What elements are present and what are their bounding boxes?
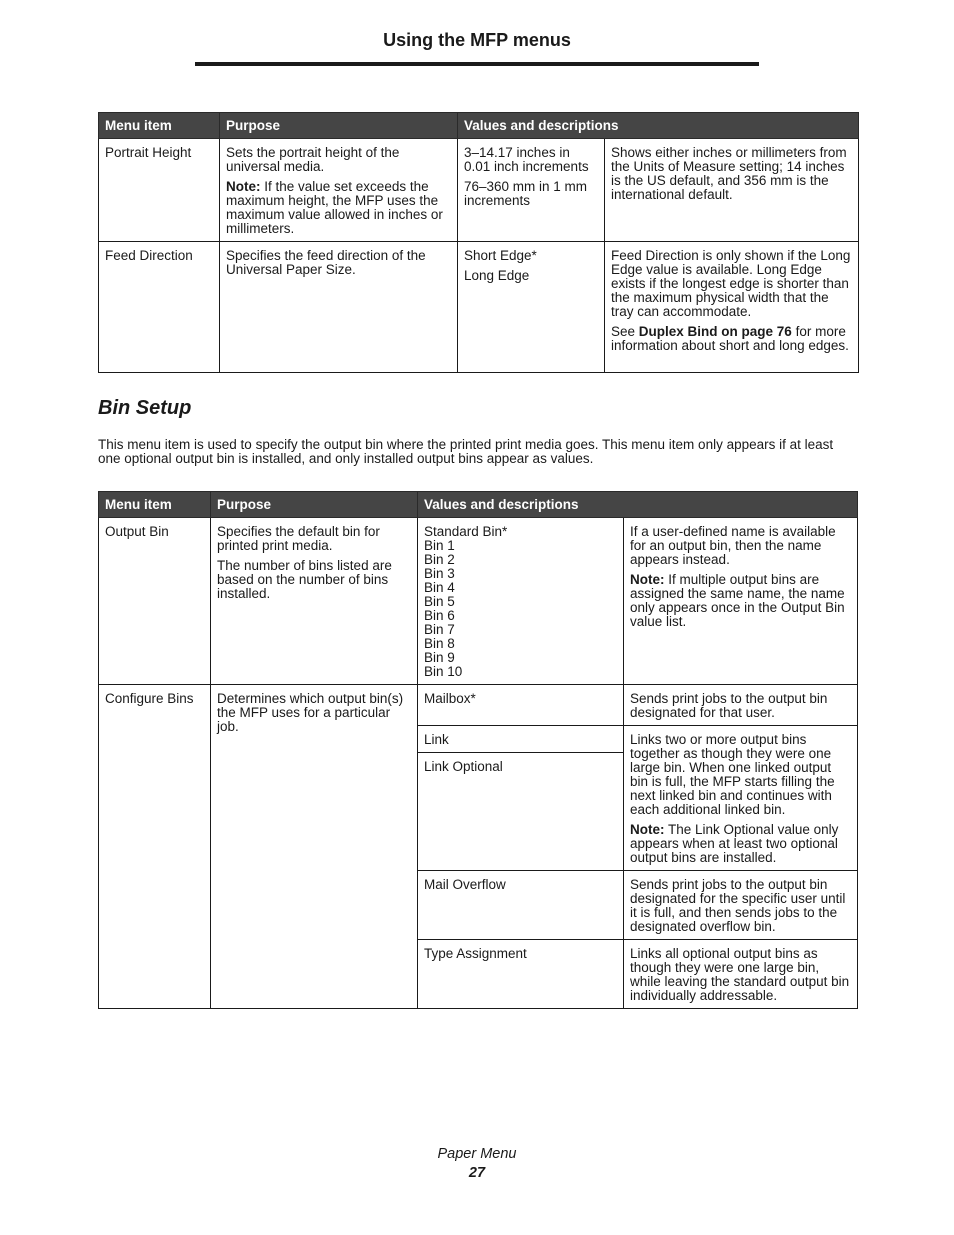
value-item: Bin 3 [424,566,455,581]
note-text: The Link Optional value only appears when at least two optional output bins are installed. [630,822,839,865]
menu-item-cell: Portrait Height [99,139,220,242]
value-item: Bin 6 [424,608,455,623]
value-cell: Mailbox* [418,685,624,726]
description-text: If a user-defined name is available for an output bin, then the name appears instead. [630,524,836,567]
purpose-cell: Specifies the feed direction of the Universal Paper Size. [220,242,458,373]
value-item: Bin 5 [424,594,455,609]
purpose-cell [211,518,418,685]
purpose-note [226,180,451,236]
description-cell [624,518,858,685]
value-list-cell [418,518,624,685]
value-cell [458,139,605,242]
value-cell: Link Optional [418,753,624,871]
table-row [99,242,859,373]
column-header-menu-item: Menu item [99,492,211,518]
value-item: Bin 2 [424,552,455,567]
note-text: If the value set exceeds the maximum height, the MFP uses the maximum value allowed in inches or millimeters. [226,179,443,236]
value-item: Bin 10 [424,664,463,679]
note-label: Note: [226,179,261,194]
table-row [99,518,858,685]
value-cell [458,242,605,373]
menu-item-cell: Feed Direction [99,242,220,373]
cross-reference-link[interactable]: Duplex Bind on page 76 [638,324,792,339]
value-cell: Type Assignment [418,940,624,1009]
value-text: Long Edge [464,268,530,283]
value-item: Bin 8 [424,636,455,651]
table-header-row [99,492,858,518]
value-item: Standard Bin* [424,524,508,539]
menu-item-cell: Output Bin [99,518,211,685]
value-cell: Mail Overflow [418,871,624,940]
description-cell: Shows either inches or millimeters from the Units of Measure setting; 14 inches is the US default, and 356 mm is the international default. [605,139,859,242]
description-note [630,823,851,865]
footer-page-number: 27 [468,1165,486,1181]
value-item: Bin 1 [424,538,455,553]
bin-setup-table [98,491,858,1009]
note-label: Note: [630,822,665,837]
description-cell [605,242,859,373]
value-cell: Link [418,726,624,753]
see-text: See [611,324,639,339]
table-header-row [99,113,859,139]
column-header-purpose: Purpose [211,492,418,518]
column-header-values: Values and descriptions [418,492,858,518]
value-text: Short Edge* [464,248,537,263]
description-note [630,573,851,629]
page-header-title: Using the MFP menus [383,30,571,50]
value-text: 3–14.17 inches in 0.01 inch increments [464,145,589,174]
section-title: Bin Setup [98,397,192,419]
see-rest-text: for more information about short and long edges. [611,324,849,353]
note-text: If multiple output bins are assigned the same name, the name only appears once in the Output Bin value list. [630,572,845,629]
footer-section-name: Paper Menu [437,1146,517,1162]
value-item: Bin 9 [424,650,455,665]
value-item: Bin 4 [424,580,455,595]
value-text: 76–360 mm in 1 mm increments [464,179,588,208]
column-header-menu-item: Menu item [99,113,220,139]
table-row [99,139,859,242]
column-header-values: Values and descriptions [458,113,859,139]
note-label: Note: [630,572,665,587]
menu-item-cell: Configure Bins [99,685,211,1009]
description-cell: Sends print jobs to the output bin designated for that user. [624,685,858,726]
description-see-also [611,325,852,353]
section-intro: This menu item is used to specify the output bin where the printed print media goes. This menu item only appears if at least one optional output bin is installed, and only installed output bins appear as values. [98,437,834,466]
table-row [99,685,858,726]
description-text: Feed Direction is only shown if the Long Edge value is available. Long Edge exists if the longest edge is shorter than the maximum physical width that the tray can accommodate. [611,248,851,319]
purpose-text: Specifies the default bin for printed print media. [217,524,380,553]
description-cell: Links all optional output bins as though they were one large bin, while leaving the standard output bin individually addressable. [624,940,858,1009]
paper-size-menu-table [98,112,859,373]
header-rule [195,62,759,66]
purpose-text: The number of bins listed are based on the number of bins installed. [217,558,392,601]
purpose-text: Sets the portrait height of the universal media. [226,145,400,174]
value-item: Bin 7 [424,622,455,637]
description-text: Links two or more output bins together as though they were one large bin. When one linked output bin is full, the MFP starts filling the next linked bin and continues with each additional linked bin. [630,732,835,817]
description-cell: Sends print jobs to the output bin designated for the specific user until it is full, and then sends jobs to the designated overflow bin. [624,871,858,940]
column-header-purpose: Purpose [220,113,458,139]
description-cell [624,726,858,871]
purpose-cell [220,139,458,242]
purpose-cell: Determines which output bin(s) the MFP uses for a particular job. [211,685,418,1009]
